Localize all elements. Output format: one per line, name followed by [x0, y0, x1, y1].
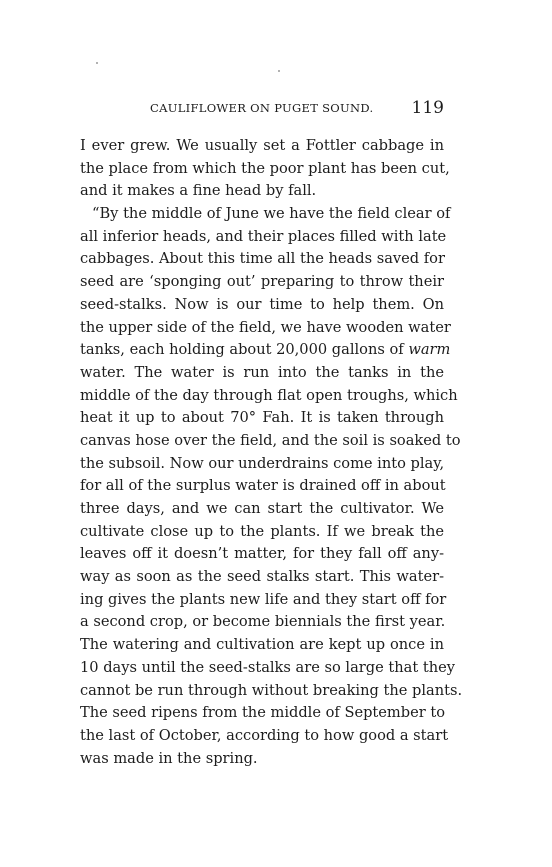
- text-line: the last of October, according to how good a start: [80, 726, 449, 744]
- text-line: canvas hose over the field, and the soil is soaked to: [80, 431, 461, 449]
- text-line: three days, and we can start the cultivator. We: [80, 500, 444, 517]
- text-line: was made in the spring.: [80, 749, 258, 767]
- text-line: the upper side of the field, we have wooden water: [80, 318, 451, 336]
- text-line: and it makes a fine head by fall.: [80, 182, 317, 200]
- text-line: middle of the day through flat open troughs, which: [80, 386, 458, 404]
- page-number: 119: [411, 98, 444, 118]
- text-line: all inferior heads, and their places filled with late: [80, 227, 447, 245]
- text-line: water. The water is run into the tanks in the: [80, 363, 444, 381]
- text-line: I ever grew. We usually set a Fottler cabbage in: [80, 137, 444, 154]
- text-line: leaves off it doesn’t matter, for they fall off any-: [80, 545, 444, 563]
- text-line: seed are ‘sponging out’ preparing to throw their: [80, 273, 444, 291]
- text-line: The seed ripens from the middle of September to: [80, 704, 446, 722]
- text-line: for all of the surplus water is drained off in about: [80, 477, 446, 495]
- text-line: ing gives the plants new life and they start off for: [80, 590, 447, 608]
- text-line: a second crop, or become biennials the first year.: [80, 613, 446, 631]
- body-text: [80, 135, 463, 770]
- running-title: CAULIFLOWER ON PUGET SOUND.: [150, 101, 374, 115]
- text-line: seed-stalks. Now is our time to help them. On: [80, 295, 444, 313]
- text-line: cultivate close up to the plants. If we break the: [80, 522, 444, 540]
- text-line: heat it up to about 70° Fah. It is taken through: [80, 409, 444, 427]
- text-line-segment: tanks, each holding about 20,000 gallons of: [80, 341, 404, 359]
- text-line: cannot be run through without breaking the plants.: [80, 681, 463, 699]
- running-head: [80, 98, 444, 120]
- text-line: [80, 339, 451, 362]
- italic-word: warm: [408, 341, 451, 359]
- text-line: the place from which the poor plant has been cut,: [80, 159, 450, 177]
- text-line: “By the middle of June we have the field clear of: [92, 205, 451, 223]
- text-line: The watering and cultivation are kept up once in: [80, 636, 444, 654]
- text-line: way as soon as the seed stalks start. This water-: [80, 568, 444, 586]
- ink-speck: [96, 62, 98, 64]
- text-line: 10 days until the seed-stalks are so large that they: [80, 658, 455, 676]
- text-line: the subsoil. Now our underdrains come into play,: [80, 454, 445, 472]
- text-line: cabbages. About this time all the heads saved for: [80, 250, 445, 268]
- ink-speck: [278, 70, 280, 72]
